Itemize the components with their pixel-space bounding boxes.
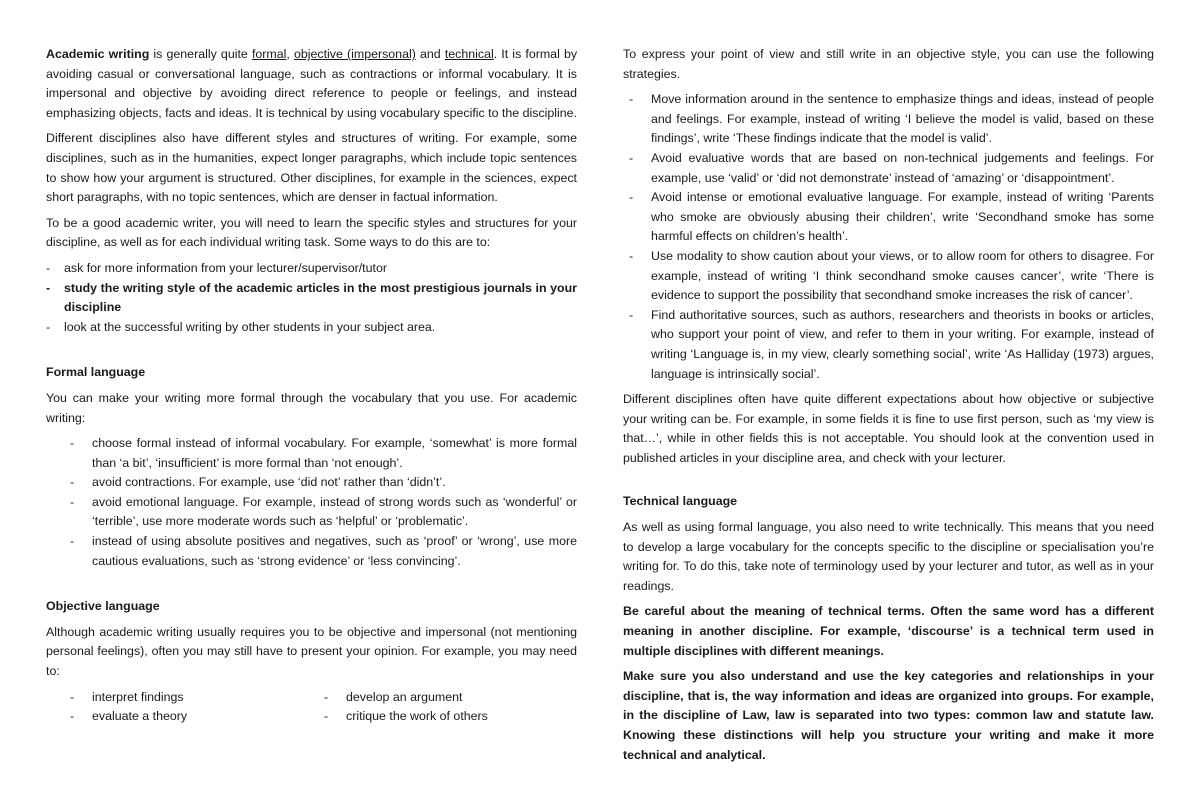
list-item: - evaluate a theory [46,707,300,727]
list-item: - interpret findings [46,688,300,708]
formal-intro: You can make your writing more formal through the vocabulary that you use. For academic writing: [46,390,577,425]
technical-term: technical [444,47,494,61]
strategies-list [623,90,1154,384]
strategies-intro: To express your point of view and still write in an objective style, you can use the following strategies. [623,47,1154,81]
formal-list [46,434,577,571]
list-item: - instead of using absolute positives and negatives, such as ‘proof’ or ‘wrong’, use more cautious evaluations, such as ‘strong evidence’ or ‘less convincing’. [46,532,577,571]
intro-sep: , [286,47,294,61]
list-item: - study the writing style of the academic articles in the most prestigious journals in your discipline [46,279,577,318]
list-item: - Use modality to show caution about your views, or to allow room for others to disagree. For example, instead of writing ‘I think secondhand smoke causes cancer’, write ‘There is evidence to support the possibility that secondhand smoke increases the risk of cancer’. [623,247,1154,306]
intro-rest: . It is formal by avoiding casual or conversational language, such as contractions or informal vocabulary. It is impersonal and objective by avoiding direct reference to people or feelings, and instead emphasizing objects, facts and ideas. It is technical by using vocabulary specific to the discipline. [46,47,578,120]
list-item: - Avoid evaluative words that are based on non-technical judgements and feelings. For example, use ‘valid’ or ‘did not demonstrate’ instead of ‘amazing’ or ‘disappointment’. [623,149,1154,188]
list-item: - critique the work of others [300,707,554,727]
ways-list [46,259,577,337]
list-item: - Find authoritative sources, such as authors, researchers and theorists in books or articles, who support your point of view, and refer to them in your writing. For example, instead of writing ‘Language is, in my view, clearly something social’, write ‘As Halliday (1973) argues, language is intrinsically social’. [623,306,1154,384]
objective-term: objective (impersonal) [293,47,416,61]
objective-language-heading: Objective language [46,599,160,614]
technical-paragraph-3: Make sure you also understand and use the key categories and relationships in your discipline, that is, the way information and ideas are organized into groups. For example, in the discipline of Law, law is separated into two types: common law and statute law. Knowing these distinctions will help you structure your writing and make it more technical and analytical. [623,669,1154,762]
technical-language-heading: Technical language [623,494,738,509]
list-item: - ask for more information from your lecturer/supervisor/tutor [46,259,577,279]
formal-term: formal [251,47,287,61]
disciplines-paragraph: Different disciplines also have different styles and structures of writing. For example, some disciplines, such as in the humanities, expect longer paragraphs, which include topic sentences to show how your argument is structured. Other disciplines, for example in the sciences, expect short paragraphs, with no topic sentences, which are denser in factual information. [46,131,577,205]
list-item: - avoid contractions. For example, use ‘did not’ rather than ‘didn’t’. [46,473,577,493]
expectations-paragraph: Different disciplines often have quite different expectations about how objective or subjective your writing can be. For example, in some fields it is fine to use first person, such as ‘my view is that…’, while in other fields this is not acceptable. You should look at the convention used in published articles in your discipline area, and check with your lecturer. [623,392,1154,465]
right-column [623,45,1154,771]
objective-list [46,688,577,727]
list-item: - Move information around in the sentence to emphasize things and ideas, instead of people and feelings. For example, instead of writing ‘I believe the model is valid, based on these findings’, write ‘These findings indicate that the model is valid’. [623,90,1154,149]
formal-language-heading: Formal language [46,365,146,380]
left-column [46,45,577,727]
technical-paragraph-1: As well as using formal language, you also need to write technically. This means that you need to develop a large vocabulary for the concepts specific to the discipline or specialisation you’re writing for. To do this, take note of terminology used by your lecturer and tutor, as well as in your readings. [623,520,1154,593]
list-item: - develop an argument [300,688,554,708]
good-writer-paragraph: To be a good academic writer, you will need to learn the specific styles and structures for your discipline, as well as for each individual writing task. Some ways to do this are to: [46,215,577,250]
academic-writing-term: Academic writing [46,47,150,61]
intro-paragraph [46,45,577,123]
technical-paragraph-2: Be careful about the meaning of technical terms. Often the same word has a different meaning in another discipline. For example, ‘discourse’ is a technical term used in multiple disciplines with different meanings. [623,604,1154,658]
intro-and: and [415,47,445,61]
intro-text-1: is generally quite [149,47,252,61]
objective-intro: Although academic writing usually requires you to be objective and impersonal (not mentioning personal feelings), often you may still have to present your opinion. For example, you may need to: [46,624,577,679]
list-item: - choose formal instead of informal vocabulary. For example, ‘somewhat’ is more formal than ‘a bit’, ‘insufficient’ is more formal than ‘not enough’. [46,434,577,473]
list-item: - avoid emotional language. For example, instead of strong words such as ‘wonderful’ or ‘terrible’, use more moderate words such as ‘helpful’ or ‘problematic’. [46,493,577,532]
list-item: - look at the successful writing by other students in your subject area. [46,318,577,338]
list-item: - Avoid intense or emotional evaluative language. For example, instead of writing ‘Parents who smoke are obviously abusing their children’, write ‘Secondhand smoke has some harmful effects on children’s health’. [623,188,1154,247]
